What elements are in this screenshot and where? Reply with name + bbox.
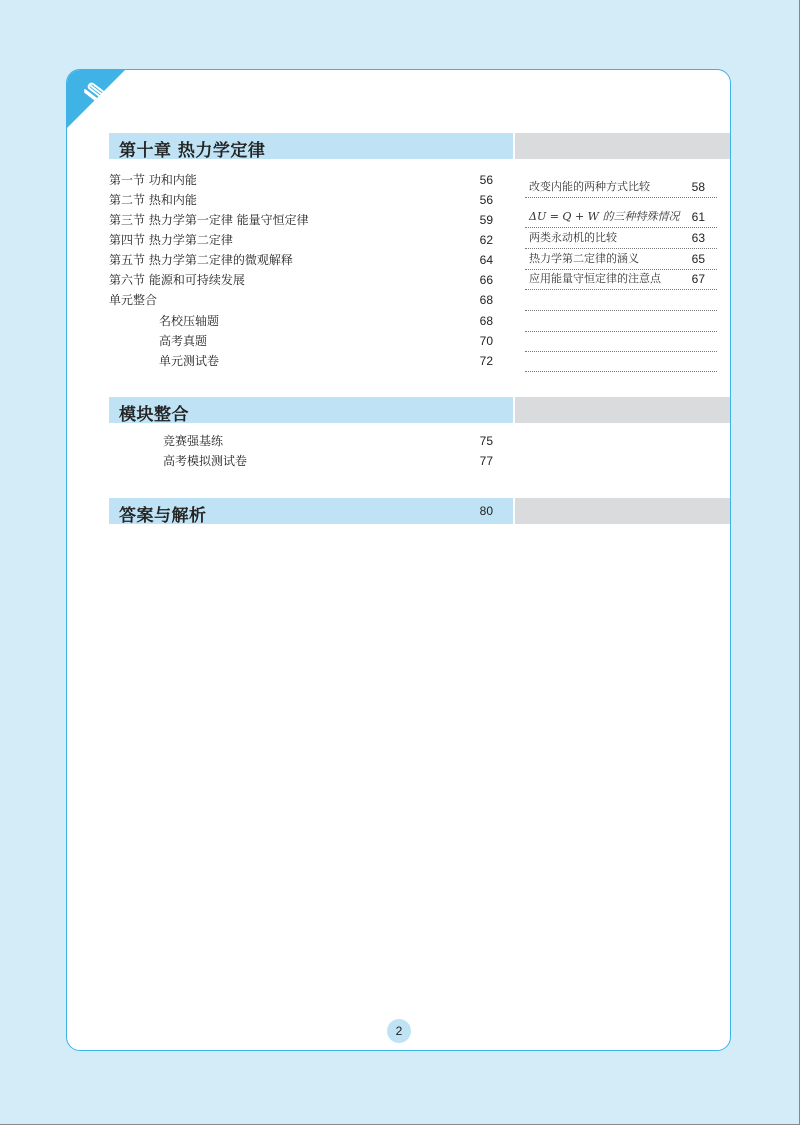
toc-label: 第五节 热力学第二定律的微观解释	[109, 253, 293, 267]
toc-page: 77	[479, 454, 493, 468]
side-topic-page: 67	[691, 272, 705, 286]
toc-label: 第六节 能源和可持续发展	[109, 273, 245, 287]
toc-label: 名校压轴题	[159, 314, 220, 328]
side-topic-row[interactable]	[525, 249, 717, 270]
toc-label: 单元测试卷	[159, 354, 220, 368]
toc-row[interactable]	[109, 451, 493, 471]
side-blank-line	[525, 351, 717, 372]
toc-row[interactable]	[109, 431, 493, 451]
toc-row[interactable]	[109, 270, 493, 290]
answers-side-bar	[515, 498, 731, 524]
side-topic-label: 两类永动机的比较	[529, 231, 617, 244]
side-topic-label: 热力学第二定律的涵义	[529, 252, 639, 265]
page-number-badge: 2	[387, 1019, 411, 1043]
side-header-bar	[515, 133, 731, 159]
chapter-title: 第十章 热力学定律	[119, 141, 266, 161]
toc-page: 68	[479, 293, 493, 307]
toc-row[interactable]	[109, 190, 493, 210]
toc-row[interactable]	[109, 331, 493, 351]
toc-label: 高考模拟测试卷	[163, 454, 248, 468]
side-topic-page: 65	[691, 252, 705, 266]
side-topic-row[interactable]	[525, 228, 717, 249]
toc-page: 72	[479, 354, 493, 368]
toc-label: 单元整合	[109, 293, 158, 307]
side-topic-page: 58	[691, 180, 705, 194]
toc-row[interactable]	[109, 210, 493, 230]
chapter-header	[109, 133, 513, 159]
page-card	[66, 69, 731, 1051]
answers-header[interactable]	[109, 498, 513, 524]
toc-label: 第三节 热力学第一定律 能量守恒定律	[109, 213, 309, 227]
side-blank-line	[525, 331, 717, 352]
answers-title: 答案与解析	[119, 506, 207, 526]
answers-page: 80	[479, 504, 493, 518]
toc-page: 59	[479, 213, 493, 227]
toc-row[interactable]	[109, 230, 493, 250]
toc-label: 第一节 功和内能	[109, 173, 197, 187]
side-topic-label: 改变内能的两种方式比较	[529, 180, 650, 193]
side-topic-label: ΔU = Q + W 的三种特殊情况	[529, 210, 680, 223]
toc-page: 66	[479, 273, 493, 287]
side-topic-page: 63	[691, 231, 705, 245]
side-blank-line	[525, 311, 717, 332]
toc-label: 第二节 热和内能	[109, 193, 197, 207]
toc-page: 64	[479, 253, 493, 267]
module-title: 模块整合	[119, 405, 189, 425]
module-header	[109, 397, 513, 423]
side-topic-label: 应用能量守恒定律的注意点	[529, 272, 661, 285]
toc-page: 70	[479, 334, 493, 348]
module-side-bar	[515, 397, 731, 423]
toc-page: 62	[479, 233, 493, 247]
side-topic-row[interactable]	[525, 269, 717, 290]
side-blank-line	[525, 290, 717, 311]
side-topic-page: 61	[691, 210, 705, 224]
toc-label: 竞赛强基练	[163, 434, 224, 448]
toc-row[interactable]	[109, 170, 493, 190]
toc-page: 56	[479, 173, 493, 187]
toc-row[interactable]	[109, 250, 493, 270]
paperclip-icon	[71, 74, 131, 120]
toc-row[interactable]	[109, 311, 493, 331]
side-topic-row[interactable]	[525, 177, 717, 198]
toc-label: 第四节 热力学第二定律	[109, 233, 233, 247]
toc-row[interactable]	[109, 290, 493, 310]
toc-page: 75	[479, 434, 493, 448]
toc-page: 56	[479, 193, 493, 207]
side-topic-row[interactable]	[525, 207, 717, 228]
toc-label: 高考真题	[159, 334, 208, 348]
toc-row[interactable]	[109, 351, 493, 371]
toc-page: 68	[479, 314, 493, 328]
